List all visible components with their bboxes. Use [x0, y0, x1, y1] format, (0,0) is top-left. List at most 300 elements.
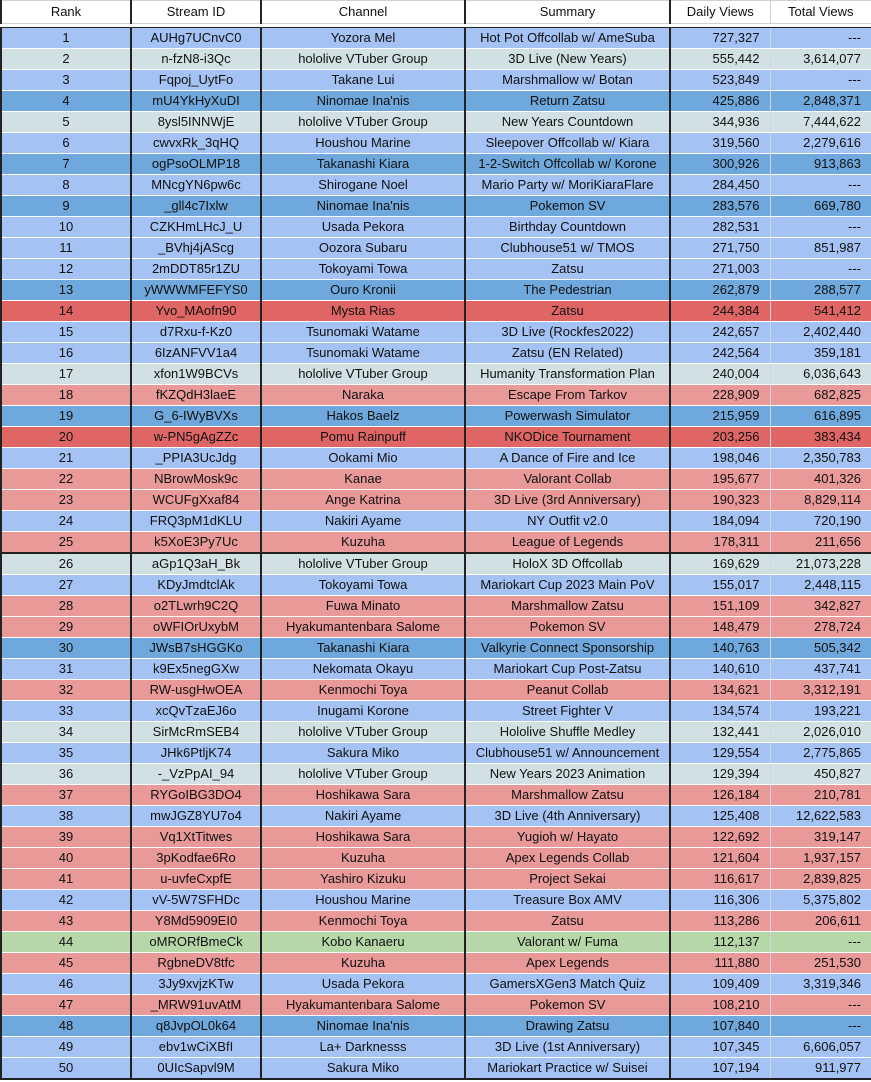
summary-cell: Hololive Shuffle Medley [465, 722, 670, 743]
table-row [1, 932, 871, 953]
daily-views-cell: 107,840 [670, 1016, 770, 1037]
total-views-cell: --- [770, 70, 871, 91]
daily-views-cell: 300,926 [670, 154, 770, 175]
channel-cell: Kobo Kanaeru [261, 932, 465, 953]
table-row [1, 1016, 871, 1037]
summary-cell: 3D Live (3rd Anniversary) [465, 490, 670, 511]
channel-cell: hololive VTuber Group [261, 764, 465, 785]
total-views-cell: 541,412 [770, 301, 871, 322]
table-row [1, 596, 871, 617]
daily-views-cell: 555,442 [670, 49, 770, 70]
channel-cell: Kuzuha [261, 532, 465, 554]
table-row [1, 112, 871, 133]
stream-id-cell: d7Rxu-f-Kz0 [131, 322, 261, 343]
table-row [1, 974, 871, 995]
channel-cell: Fuwa Minato [261, 596, 465, 617]
summary-cell: Powerwash Simulator [465, 406, 670, 427]
table-row [1, 659, 871, 680]
daily-views-cell: 262,879 [670, 280, 770, 301]
daily-views-cell: 242,564 [670, 343, 770, 364]
summary-cell: Pokemon SV [465, 196, 670, 217]
daily-views-cell: 198,046 [670, 448, 770, 469]
summary-cell: HoloX 3D Offcollab [465, 553, 670, 575]
channel-cell: Shirogane Noel [261, 175, 465, 196]
channel-cell: Ninomae Ina'nis [261, 1016, 465, 1037]
rank-cell: 44 [1, 932, 131, 953]
daily-views-cell: 283,576 [670, 196, 770, 217]
channel-cell: hololive VTuber Group [261, 49, 465, 70]
summary-cell: Street Fighter V [465, 701, 670, 722]
rank-cell: 3 [1, 70, 131, 91]
summary-cell: Zatsu [465, 259, 670, 280]
table-row [1, 764, 871, 785]
total-views-cell: 206,611 [770, 911, 871, 932]
total-views-cell: 7,444,622 [770, 112, 871, 133]
total-views-cell: 851,987 [770, 238, 871, 259]
rank-cell: 11 [1, 238, 131, 259]
daily-views-cell: 727,327 [670, 28, 770, 49]
rank-cell: 7 [1, 154, 131, 175]
total-views-cell: 616,895 [770, 406, 871, 427]
channel-cell: Yozora Mel [261, 28, 465, 49]
summary-cell: Hot Pot Offcollab w/ AmeSuba [465, 28, 670, 49]
channel-cell: Hoshikawa Sara [261, 827, 465, 848]
summary-cell: New Years 2023 Animation [465, 764, 670, 785]
channel-cell: hololive VTuber Group [261, 364, 465, 385]
stream-id-cell: o2TLwrh9C2Q [131, 596, 261, 617]
rank-cell: 20 [1, 427, 131, 448]
summary-cell: Project Sekai [465, 869, 670, 890]
total-views-cell: 669,780 [770, 196, 871, 217]
total-views-cell: 383,434 [770, 427, 871, 448]
stream-id-cell: 2mDDT85r1ZU [131, 259, 261, 280]
header-total-views: Total Views [770, 1, 871, 24]
stream-id-cell: WCUFgXxaf84 [131, 490, 261, 511]
table-row [1, 217, 871, 238]
stream-id-cell: u-uvfeCxpfE [131, 869, 261, 890]
daily-views-cell: 140,610 [670, 659, 770, 680]
table-row [1, 196, 871, 217]
table-row [1, 448, 871, 469]
table-row [1, 343, 871, 364]
total-views-cell: 6,606,057 [770, 1037, 871, 1058]
channel-cell: Tokoyami Towa [261, 259, 465, 280]
total-views-cell: 911,977 [770, 1058, 871, 1080]
daily-views-cell: 240,004 [670, 364, 770, 385]
summary-cell: NKODice Tournament [465, 427, 670, 448]
channel-cell: Takanashi Kiara [261, 154, 465, 175]
daily-views-cell: 126,184 [670, 785, 770, 806]
daily-views-cell: 319,560 [670, 133, 770, 154]
stream-id-cell: JWsB7sHGGKo [131, 638, 261, 659]
total-views-cell: 359,181 [770, 343, 871, 364]
rank-cell: 12 [1, 259, 131, 280]
rank-cell: 18 [1, 385, 131, 406]
stream-id-cell: xfon1W9BCVs [131, 364, 261, 385]
rank-cell: 2 [1, 49, 131, 70]
channel-cell: Yashiro Kizuku [261, 869, 465, 890]
header-stream-id: Stream ID [131, 1, 261, 24]
channel-cell: Tokoyami Towa [261, 575, 465, 596]
stream-id-cell: oMRORfBmeCk [131, 932, 261, 953]
table-row [1, 638, 871, 659]
total-views-cell: 2,402,440 [770, 322, 871, 343]
header-summary: Summary [465, 1, 670, 24]
summary-cell: A Dance of Fire and Ice [465, 448, 670, 469]
stream-id-cell: -_VzPpAI_94 [131, 764, 261, 785]
stream-id-cell: SirMcRmSEB4 [131, 722, 261, 743]
rank-cell: 27 [1, 575, 131, 596]
stream-id-cell: 0UIcSapvl9M [131, 1058, 261, 1080]
total-views-cell: 505,342 [770, 638, 871, 659]
stream-id-cell: 3pKodfae6Ro [131, 848, 261, 869]
table-row [1, 322, 871, 343]
stream-id-cell: KDyJmdtclAk [131, 575, 261, 596]
daily-views-cell: 121,604 [670, 848, 770, 869]
rank-cell: 22 [1, 469, 131, 490]
stream-id-cell: RYGoIBG3DO4 [131, 785, 261, 806]
daily-views-cell: 151,109 [670, 596, 770, 617]
summary-cell: Peanut Collab [465, 680, 670, 701]
table-row [1, 280, 871, 301]
channel-cell: Hakos Baelz [261, 406, 465, 427]
rank-cell: 14 [1, 301, 131, 322]
daily-views-cell: 116,306 [670, 890, 770, 911]
channel-cell: Mysta Rias [261, 301, 465, 322]
stream-id-cell: Vq1XtTitwes [131, 827, 261, 848]
daily-views-cell: 108,210 [670, 995, 770, 1016]
rank-cell: 19 [1, 406, 131, 427]
rank-cell: 43 [1, 911, 131, 932]
table-row [1, 385, 871, 406]
daily-views-cell: 271,750 [670, 238, 770, 259]
table-row [1, 532, 871, 554]
channel-cell: Kanae [261, 469, 465, 490]
table-row [1, 785, 871, 806]
table-row [1, 553, 871, 575]
summary-cell: 3D Live (1st Anniversary) [465, 1037, 670, 1058]
stream-id-cell: MNcgYN6pw6c [131, 175, 261, 196]
channel-cell: Houshou Marine [261, 890, 465, 911]
total-views-cell: 2,279,616 [770, 133, 871, 154]
daily-views-cell: 148,479 [670, 617, 770, 638]
stream-id-cell: NBrowMosk9c [131, 469, 261, 490]
channel-cell: Ange Katrina [261, 490, 465, 511]
channel-cell: Ouro Kronii [261, 280, 465, 301]
stream-id-cell: k9Ex5negGXw [131, 659, 261, 680]
rank-cell: 9 [1, 196, 131, 217]
rank-cell: 17 [1, 364, 131, 385]
table-row [1, 511, 871, 532]
rank-cell: 40 [1, 848, 131, 869]
channel-cell: Nekomata Okayu [261, 659, 465, 680]
total-views-cell: 12,622,583 [770, 806, 871, 827]
channel-cell: Hoshikawa Sara [261, 785, 465, 806]
table-row [1, 827, 871, 848]
summary-cell: Zatsu [465, 301, 670, 322]
stream-id-cell: cwvxRk_3qHQ [131, 133, 261, 154]
stream-id-cell: RW-usgHwOEA [131, 680, 261, 701]
rank-cell: 1 [1, 28, 131, 49]
total-views-cell: --- [770, 217, 871, 238]
table-body [1, 24, 871, 1080]
daily-views-cell: 116,617 [670, 869, 770, 890]
table-row [1, 406, 871, 427]
stream-id-cell: w-PN5gAgZZc [131, 427, 261, 448]
rank-cell: 50 [1, 1058, 131, 1080]
rank-cell: 21 [1, 448, 131, 469]
table-row [1, 890, 871, 911]
stream-id-cell: _BVhj4jAScg [131, 238, 261, 259]
rank-cell: 39 [1, 827, 131, 848]
channel-cell: Naraka [261, 385, 465, 406]
total-views-cell: 2,448,115 [770, 575, 871, 596]
stream-id-cell: oWFIOrUxybM [131, 617, 261, 638]
channel-cell: Ninomae Ina'nis [261, 91, 465, 112]
rank-cell: 49 [1, 1037, 131, 1058]
rank-cell: 24 [1, 511, 131, 532]
table-row [1, 1058, 871, 1080]
channel-cell: Hyakumantenbara Salome [261, 617, 465, 638]
table-row [1, 953, 871, 974]
daily-views-cell: 215,959 [670, 406, 770, 427]
total-views-cell: 278,724 [770, 617, 871, 638]
channel-cell: Sakura Miko [261, 1058, 465, 1080]
rank-cell: 37 [1, 785, 131, 806]
stream-id-cell: vV-5W7SFHDc [131, 890, 261, 911]
table-row [1, 469, 871, 490]
rank-cell: 25 [1, 532, 131, 554]
summary-cell: League of Legends [465, 532, 670, 554]
stream-id-cell: k5XoE3Py7Uc [131, 532, 261, 554]
channel-cell: Oozora Subaru [261, 238, 465, 259]
total-views-cell: --- [770, 995, 871, 1016]
channel-cell: Nakiri Ayame [261, 511, 465, 532]
rank-cell: 41 [1, 869, 131, 890]
stream-id-cell: Fqpoj_UytFo [131, 70, 261, 91]
daily-views-cell: 271,003 [670, 259, 770, 280]
rank-cell: 46 [1, 974, 131, 995]
summary-cell: Valorant w/ Fuma [465, 932, 670, 953]
daily-views-cell: 113,286 [670, 911, 770, 932]
daily-views-cell: 184,094 [670, 511, 770, 532]
summary-cell: Drawing Zatsu [465, 1016, 670, 1037]
daily-views-cell: 195,677 [670, 469, 770, 490]
daily-views-cell: 178,311 [670, 532, 770, 554]
daily-views-cell: 282,531 [670, 217, 770, 238]
total-views-cell: 3,319,346 [770, 974, 871, 995]
total-views-cell: 21,073,228 [770, 553, 871, 575]
daily-views-cell: 134,621 [670, 680, 770, 701]
rank-cell: 45 [1, 953, 131, 974]
channel-cell: La+ Darknesss [261, 1037, 465, 1058]
daily-views-cell: 111,880 [670, 953, 770, 974]
daily-views-cell: 122,692 [670, 827, 770, 848]
summary-cell: Valorant Collab [465, 469, 670, 490]
summary-cell: Clubhouse51 w/ Announcement [465, 743, 670, 764]
summary-cell: The Pedestrian [465, 280, 670, 301]
table-row [1, 427, 871, 448]
table-row [1, 301, 871, 322]
daily-views-cell: 190,323 [670, 490, 770, 511]
daily-views-cell: 242,657 [670, 322, 770, 343]
summary-cell: Pokemon SV [465, 995, 670, 1016]
table-row [1, 259, 871, 280]
rank-cell: 15 [1, 322, 131, 343]
table-row [1, 175, 871, 196]
total-views-cell: 437,741 [770, 659, 871, 680]
summary-cell: Mariokart Practice w/ Suisei [465, 1058, 670, 1080]
rank-cell: 42 [1, 890, 131, 911]
table-row [1, 154, 871, 175]
total-views-cell: 319,147 [770, 827, 871, 848]
total-views-cell: 682,825 [770, 385, 871, 406]
summary-cell: New Years Countdown [465, 112, 670, 133]
summary-cell: Apex Legends Collab [465, 848, 670, 869]
channel-cell: Kenmochi Toya [261, 680, 465, 701]
total-views-cell: 450,827 [770, 764, 871, 785]
daily-views-cell: 129,394 [670, 764, 770, 785]
summary-cell: Escape From Tarkov [465, 385, 670, 406]
total-views-cell: --- [770, 1016, 871, 1037]
total-views-cell: 2,839,825 [770, 869, 871, 890]
table-row [1, 995, 871, 1016]
channel-cell: Nakiri Ayame [261, 806, 465, 827]
header-channel: Channel [261, 1, 465, 24]
total-views-cell: --- [770, 259, 871, 280]
rank-cell: 5 [1, 112, 131, 133]
total-views-cell: --- [770, 932, 871, 953]
channel-cell: Takanashi Kiara [261, 638, 465, 659]
stream-id-cell: G_6-IWyBVXs [131, 406, 261, 427]
total-views-cell: 3,312,191 [770, 680, 871, 701]
summary-cell: Mariokart Cup 2023 Main PoV [465, 575, 670, 596]
table-row [1, 49, 871, 70]
channel-cell: hololive VTuber Group [261, 722, 465, 743]
table-row [1, 28, 871, 49]
stream-id-cell: 3Jy9xvjzKTw [131, 974, 261, 995]
daily-views-cell: 523,849 [670, 70, 770, 91]
summary-cell: Yugioh w/ Hayato [465, 827, 670, 848]
rank-cell: 6 [1, 133, 131, 154]
table-row [1, 70, 871, 91]
header-daily-views: Daily Views [670, 1, 770, 24]
daily-views-cell: 107,194 [670, 1058, 770, 1080]
stream-id-cell: JHk6PtljK74 [131, 743, 261, 764]
summary-cell: Birthday Countdown [465, 217, 670, 238]
channel-cell: Houshou Marine [261, 133, 465, 154]
table-row [1, 364, 871, 385]
total-views-cell: 3,614,077 [770, 49, 871, 70]
rank-cell: 31 [1, 659, 131, 680]
table-row [1, 490, 871, 511]
total-views-cell: 401,326 [770, 469, 871, 490]
table-row [1, 575, 871, 596]
total-views-cell: --- [770, 28, 871, 49]
summary-cell: 3D Live (New Years) [465, 49, 670, 70]
rank-cell: 4 [1, 91, 131, 112]
channel-cell: Usada Pekora [261, 974, 465, 995]
stream-id-cell: Yvo_MAofn90 [131, 301, 261, 322]
rank-cell: 28 [1, 596, 131, 617]
daily-views-cell: 344,936 [670, 112, 770, 133]
stream-id-cell: fKZQdH3laeE [131, 385, 261, 406]
summary-cell: 3D Live (Rockfes2022) [465, 322, 670, 343]
total-views-cell: 5,375,802 [770, 890, 871, 911]
table-row [1, 617, 871, 638]
rank-cell: 26 [1, 553, 131, 575]
stream-id-cell: _PPIA3UcJdg [131, 448, 261, 469]
channel-cell: Kenmochi Toya [261, 911, 465, 932]
rank-cell: 30 [1, 638, 131, 659]
rank-cell: 32 [1, 680, 131, 701]
daily-views-cell: 169,629 [670, 553, 770, 575]
total-views-cell: 8,829,114 [770, 490, 871, 511]
total-views-cell: 211,656 [770, 532, 871, 554]
stream-id-cell: aGp1Q3aH_Bk [131, 553, 261, 575]
stream-id-cell: Y8Md5909EI0 [131, 911, 261, 932]
daily-views-cell: 112,137 [670, 932, 770, 953]
channel-cell: hololive VTuber Group [261, 112, 465, 133]
table-row [1, 91, 871, 112]
channel-cell: Takane Lui [261, 70, 465, 91]
rank-cell: 8 [1, 175, 131, 196]
total-views-cell: 342,827 [770, 596, 871, 617]
summary-cell: Marshmallow w/ Botan [465, 70, 670, 91]
daily-views-cell: 425,886 [670, 91, 770, 112]
rank-cell: 16 [1, 343, 131, 364]
table-row [1, 680, 871, 701]
table-row [1, 806, 871, 827]
rank-cell: 47 [1, 995, 131, 1016]
total-views-cell: 288,577 [770, 280, 871, 301]
rank-cell: 33 [1, 701, 131, 722]
daily-views-cell: 155,017 [670, 575, 770, 596]
stream-id-cell: AUHg7UCnvC0 [131, 28, 261, 49]
stream-id-cell: xcQvTzaEJ6o [131, 701, 261, 722]
daily-views-cell: 284,450 [670, 175, 770, 196]
summary-cell: Clubhouse51 w/ TMOS [465, 238, 670, 259]
rank-cell: 38 [1, 806, 131, 827]
table-row [1, 1037, 871, 1058]
stream-id-cell: n-fzN8-i3Qc [131, 49, 261, 70]
channel-cell: Inugami Korone [261, 701, 465, 722]
summary-cell: Valkyrie Connect Sponsorship [465, 638, 670, 659]
channel-cell: Kuzuha [261, 953, 465, 974]
channel-cell: Ninomae Ina'nis [261, 196, 465, 217]
summary-cell: 1-2-Switch Offcollab w/ Korone [465, 154, 670, 175]
daily-views-cell: 228,909 [670, 385, 770, 406]
summary-cell: Mariokart Cup Post-Zatsu [465, 659, 670, 680]
rank-cell: 13 [1, 280, 131, 301]
channel-cell: Pomu Rainpuff [261, 427, 465, 448]
total-views-cell: 251,530 [770, 953, 871, 974]
total-views-cell: 2,848,371 [770, 91, 871, 112]
summary-cell: NY Outfit v2.0 [465, 511, 670, 532]
total-views-cell: 1,937,157 [770, 848, 871, 869]
stream-id-cell: 6IzANFVV1a4 [131, 343, 261, 364]
table-row [1, 238, 871, 259]
summary-cell: Zatsu (EN Related) [465, 343, 670, 364]
channel-cell: Sakura Miko [261, 743, 465, 764]
total-views-cell: 2,026,010 [770, 722, 871, 743]
channel-cell: Hyakumantenbara Salome [261, 995, 465, 1016]
summary-cell: Humanity Transformation Plan [465, 364, 670, 385]
summary-cell: Treasure Box AMV [465, 890, 670, 911]
channel-cell: Ookami Mio [261, 448, 465, 469]
total-views-cell: 210,781 [770, 785, 871, 806]
channel-cell: Tsunomaki Watame [261, 343, 465, 364]
